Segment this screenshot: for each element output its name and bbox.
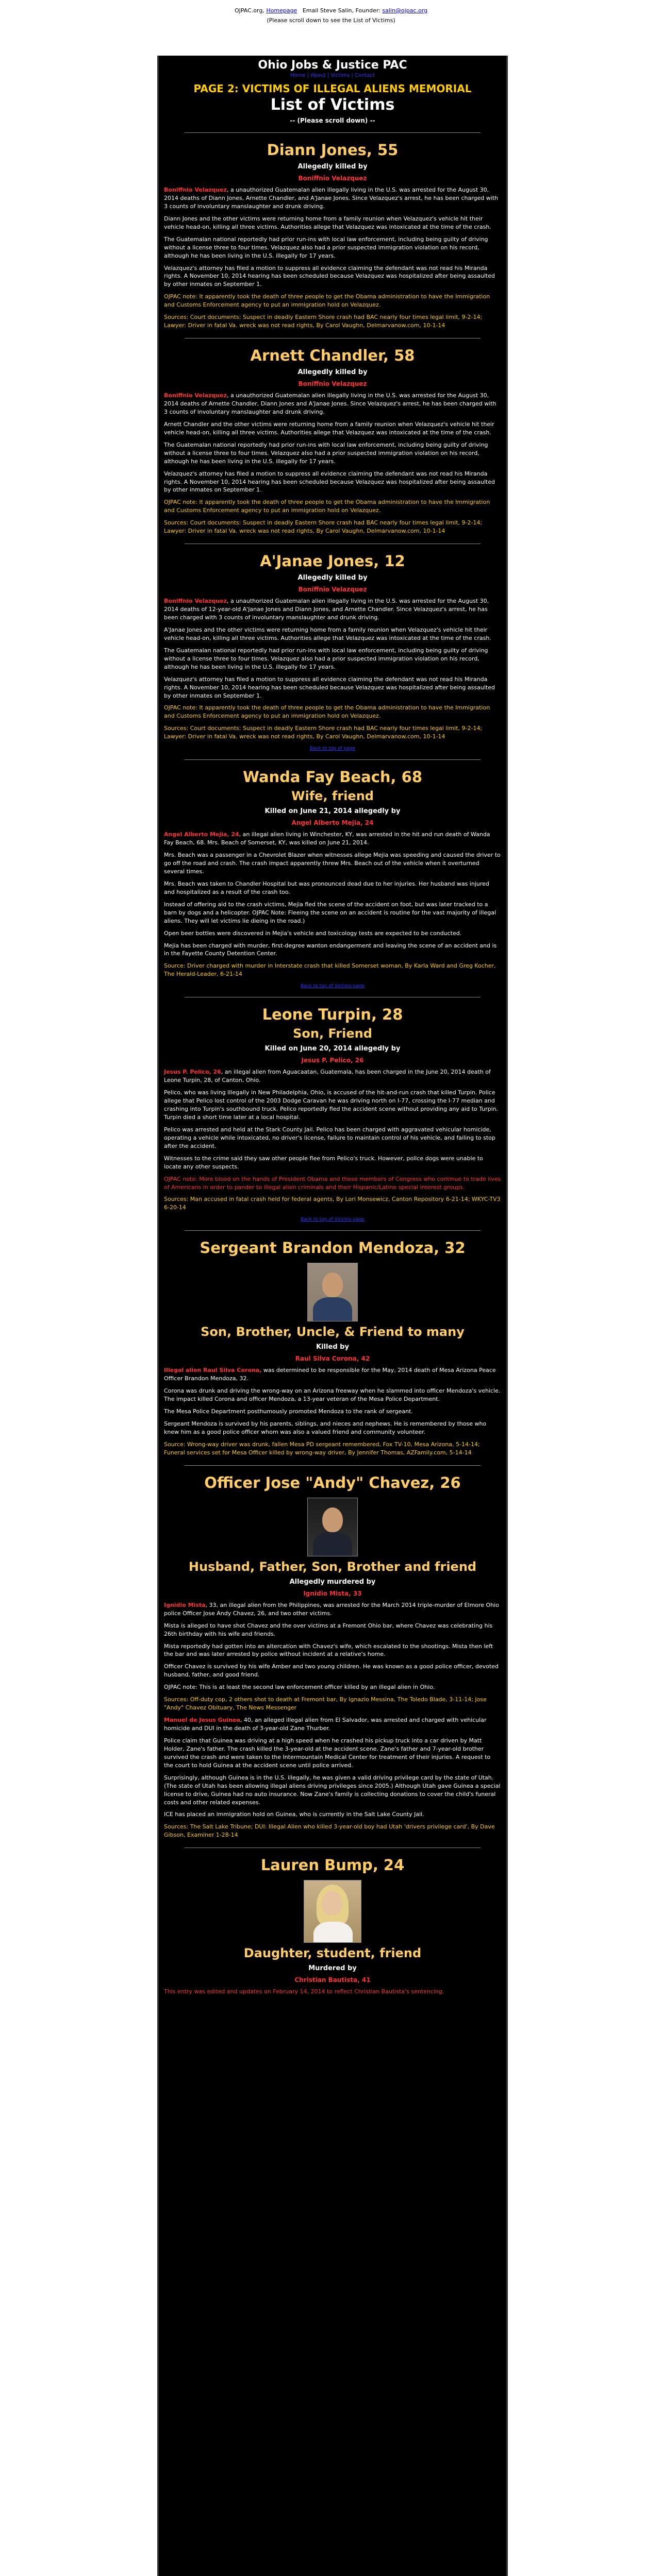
- victim-chavez: [164, 1474, 501, 1840]
- victim-name: Leone Turpin, 28: [262, 1006, 403, 1024]
- org-links[interactable]: Home | About | Victims | Contact: [290, 73, 375, 78]
- back-to-top-link[interactable]: Back to top of Victims page: [301, 1217, 365, 1223]
- paragraph: Mista is alleged to have shot Chavez and the over victims at a Fremont Ohio bar, where Chavez was celebrating his 26th birthday with his wife and friends.: [164, 1622, 493, 1637]
- scroll-note: (Please scroll down to see the List of Victims): [267, 17, 395, 24]
- list-title: List of Victims: [270, 96, 395, 114]
- paragraph-text: , 33, an illegal alien from the Philippines, was arrested for the March 2014 triple-murder of Elmore Ohio police Officer Jose Andy Chavez, 26, and two other victims.: [164, 1601, 499, 1617]
- killed-by-label: Killed by: [316, 1343, 349, 1351]
- victim-name: Officer Jose "Andy" Chavez, 26: [204, 1473, 461, 1492]
- paragraph: [164, 186, 501, 211]
- sources: Source: Wrong-way driver was drunk, fallen Mesa PD sergeant remembered, Fox TV-10, Mesa Arizona, 5-14-14; Funeral services set for Mesa Officer killed by wrong-way driver, By Jennifer Thomas, AZFamily.com, 5-14-14: [164, 1440, 480, 1456]
- victim-name: Sergeant Brandon Mendoza, 32: [200, 1239, 466, 1257]
- victim-ajanae: [164, 552, 501, 751]
- email-link[interactable]: salin@ojpac.org: [382, 7, 428, 14]
- ojpac-note: OJPAC note: More blood on the hands of President Obama and those members of Congress who continue to trade lives of Americans in order to pander to illegal alien criminals and their Hispanic/Latino special interest groups.: [164, 1175, 501, 1191]
- killer-name: Jesus P. Pelico, 26: [301, 1057, 364, 1064]
- paragraph-text: , 40, an alleged illegal alien from El Salvador, was arrested and charged with vehicular homicide and DUI in the death of 3-year-old Zane Thurber.: [164, 1717, 487, 1732]
- killed-by-label: Murdered by: [308, 1964, 357, 1973]
- victim-relation: Husband, Father, Son, Brother and friend: [188, 1559, 477, 1574]
- sources: Sources: Court documents: Suspect in deadly Eastern Shore crash had BAC nearly four times legal limit, 9-2-14; Lawyer: Driver in fatal Va. wreck was not read rights, By Carol Vaughn, Delmarvanow.com, 10-1-14: [164, 314, 483, 329]
- ojpac-note: OJPAC note: It apparently took the death of three people to get the Obama administration to have the Immigration and Customs Enforcement agency to put an immigration hold on Velazquez.: [164, 293, 490, 309]
- paragraph: The Guatemalan national reportedly had prior run-ins with local law enforcement, including being guilty of driving without a license three to four times. Velazquez also had a prior suspected immigration violation on his record, although he has been living in the U.S. illegally for 17 years.: [164, 235, 488, 259]
- killer-name: Angel Alberto Mejia, 24: [291, 819, 374, 827]
- paragraph: [164, 597, 501, 622]
- killer-inline: Ignidio Mista: [164, 1601, 206, 1608]
- paragraph: Sergeant Mendoza is survived by his parents, siblings, and nieces and nephews. He is remembered by those who knew him as a good police officer whom was also a valued friend and community volunteer.: [164, 1420, 487, 1435]
- killer-inline: Angel Alberto Mejia, 24: [164, 831, 239, 838]
- org-title: Ohio Jobs & Justice PAC: [258, 59, 407, 72]
- paragraph-text: , a unauthorized Guatemalan alien illegally living in the U.S. was arrested for the August 30, 2014 deaths of 12-year-old A'Janae Jones and Diann Jones, and Arnette Chandler. Since Velazquez's arrest, he has been charged with 3 counts of involuntary manslaughter and drunk driving.: [164, 598, 489, 621]
- sources: Sources: Man accused in fatal crash held for federal agents, By Lori Monsewicz, Canton Repository 6-21-14; WKYC-TV3 6-20-14: [164, 1196, 501, 1211]
- photo-face: [322, 1891, 342, 1916]
- victim-relation: Son, Friend: [293, 1026, 372, 1041]
- paragraph: Pelico, who was living illegally in New Philadelphia, Ohio, is accused of the hit-and-run crash that killed Turpin. Police allege that Pelico lost control of the 2003 Dodge Caravan he was driving north on I-77, crossing the I-77 median and crashing into Turpin's southbound truck. Pelico reportedly fled the accident scene without providing any aid to Turpin. Turpin died a short time later at a local hospital.: [164, 1089, 499, 1121]
- paragraph: Velazquez's attorney has filed a motion to suppress all evidence claiming the defendant was not read his Miranda rights. A November 10, 2014 hearing has been scheduled because Velazquez was hospitalized after being assaulted by other inmates on September 1.: [164, 675, 495, 699]
- paragraph: A'Janae Jones and the other victims were returning home from a family reunion when Velazquez's vehicle hit their vehicle head-on, killing all three victims. Authorities allege that Velazquez was intoxicated at the time of the crash.: [164, 626, 491, 641]
- paragraph: [164, 392, 501, 416]
- paragraph: Corona was drunk and driving the wrong-way on an Arizona freeway when he slammed into officer Mendoza's vehicle. The impact killed Corona and officer Mendoza, a 13-year veteran of the Mesa Police Department.: [164, 1387, 501, 1403]
- killed-by-label: Allegedly murdered by: [289, 1578, 376, 1586]
- paragraph-text: , a unauthorized Guatemalan alien illegally living in the U.S. was arrested for the August 30, 2014 deaths of Arnette Chandler, Diann Jones and A'Janae Jones. Since Velazquez's arrest, he has been charged with 3 counts of involuntary manslaughter and drunk driving.: [164, 392, 496, 415]
- paragraph: [164, 831, 501, 847]
- paragraph: Mrs. Beach was a passenger in a Chevrolet Blazer when witnesses allege Mejia was speeding and caused the driver to go off the road and crash. The crash impact apparently threw Mrs. Beach out of the vehicle when it overturned several times.: [164, 852, 501, 875]
- victim-name: Wanda Fay Beach, 68: [242, 768, 423, 786]
- page-title: PAGE 2: VICTIMS OF ILLEGAL ALIENS MEMORIAL: [193, 82, 472, 95]
- ojpac-note: OJPAC note: It apparently took the death of three people to get the Obama administration to have the Immigration and Customs Enforcement agency to put an immigration hold on Velazquez.: [164, 704, 490, 720]
- back-to-top-link[interactable]: Back to top of page: [309, 746, 356, 752]
- divider: [185, 759, 481, 760]
- paragraph-text: , a unauthorized Guatemalan alien illegally living in the U.S. was arrested for the August 30, 2014 deaths of Diann Jones, Arnette Chandler, and A'Janae Jones. Since Velazquez's arrest, he has been charged with 3 counts of involuntary manslaughter and drunk driving.: [164, 187, 499, 210]
- paragraph: Instead of offering aid to the crash victims, Mejia fled the scene of the accident on foot, but was later tracked to a barn by dogs and a helicopter. OJPAC Note: Fleeing the scene on an accident is routine for the vast majority of illegal aliens. They will let victims lie dieing in the road.): [164, 901, 496, 924]
- victim-photo: [307, 1498, 358, 1556]
- paragraph: Velazquez's attorney has filed a motion to suppress all evidence claiming the defendant was not read his Miranda rights. A November 10, 2014 hearing has been scheduled because Velazquez was hospitalized after being assaulted by other inmates on September 1.: [164, 470, 495, 494]
- sources: Sources: Court documents: Suspect in deadly Eastern Shore crash had BAC nearly four times legal limit, 9-2-14; Lawyer: Driver in fatal Va. wreck was not read rights, By Carol Vaughn, Delmarvanow.com, 10-1-14: [164, 519, 483, 535]
- killer-inline: Boniffnio Velazquez: [164, 598, 227, 605]
- victim-arnett: [164, 347, 501, 535]
- killer-inline: Manuel de Jesus Guinea: [164, 1717, 240, 1724]
- paragraph: Mejia has been charged with murder, first-degree wanton endangerment and leaving the scene of an accident and is in the Fayette County Detention Center.: [164, 942, 497, 957]
- divider: [185, 132, 481, 133]
- paragraph: Arnett Chandler and the other victims were returning home from a family reunion when Velazquez's vehicle hit their vehicle head-on, killing all three victims. Authorities allege that Velazquez was intoxicated at the time of the crash.: [164, 420, 494, 436]
- paragraph: [164, 1716, 501, 1733]
- killer-name: Ignidio Mista, 33: [303, 1589, 362, 1597]
- victim-name: Lauren Bump, 24: [260, 1856, 405, 1874]
- paragraph: Witnesses to the crime said they saw other people flee from Pelico's truck. However, police dogs were unable to locate any other suspects.: [164, 1155, 483, 1170]
- killer-inline: Jesus P. Pelico, 26: [164, 1069, 221, 1076]
- ojpac-note: OJPAC note: This is at least the second law enforcement officer killed by an illegal alien in Ohio.: [164, 1684, 435, 1691]
- killed-by-label: Killed on June 21, 2014 allegedly by: [264, 807, 401, 816]
- sources: Source: Driver charged with murder in Interstate crash that killed Somerset woman, By Karla Ward and Greg Kocher, The Herald-Leader, 6-21-14: [164, 962, 496, 978]
- photo-face: [322, 1273, 343, 1297]
- paragraph: Officer Chavez is survived by his wife Amber and two young children. He was known as a good police officer, devoted husband, father, and good friend.: [164, 1663, 499, 1679]
- victim-photo: [304, 1880, 361, 1943]
- paragraph: Velazquez's attorney has filed a motion to suppress all evidence claiming the defendant was not read his Miranda rights. A November 10, 2014 hearing has been scheduled because Velazquez was hospitalized after being assaulted by other inmates on September 1.: [164, 264, 495, 288]
- paragraph: Police claim that Guinea was driving at a high speed when he crashed his pickup truck into a car driven by Matt Holder, Zane's father. The crash killed the 3-year-old at the accident scene. Zane's father and 7-year-old brother survived the crash and were taken to the Intermountain Medical Center for treatment of their injuries. A request to the court to hold Guinea at the accident scene until police arrived.: [164, 1737, 491, 1769]
- killer-name: Christian Bautista, 41: [294, 1976, 371, 1984]
- sources: Sources: Court documents: Suspect in deadly Eastern Shore crash had BAC nearly four times legal limit, 9-2-14; Lawyer: Driver in fatal Va. wreck was not read rights, By Carol Vaughn, Delmarvanow.com, 10-1-14: [164, 725, 483, 740]
- sources: Sources: The Salt Lake Tribune; DUI: Illegal Alien who killed 3-year-old boy had Utah 'drivers privilege card', By Dave Gibson, Examiner 1-28-14: [164, 1823, 495, 1839]
- paragraph: Pelico was arrested and held at the Stark County Jail. Pelico has been charged with aggravated vehicular homicide, operating a vehicle while intoxicated, no driver's license, failure to maintain control of his vehicle, and failing to stop after the accident.: [164, 1126, 495, 1149]
- paragraph: [164, 1601, 501, 1618]
- photo-body: [313, 1532, 352, 1556]
- victim-name: Arnett Chandler, 58: [250, 347, 415, 365]
- killer-name: Raul Silva Corona, 42: [295, 1355, 370, 1363]
- paragraph: Open beer bottles were discovered in Mejia's vehicle and toxicology tests are expected to be conducted.: [164, 929, 462, 937]
- killed-by-label: Killed on June 20, 2014 allegedly by: [264, 1045, 401, 1053]
- ojpac-note: OJPAC note: It apparently took the death of three people to get the Obama administration to have the Immigration and Customs Enforcement agency to put an immigration hold on Velazquez.: [164, 499, 490, 514]
- paragraph: Diann Jones and the other victims were returning home from a family reunion when Velazquez's vehicle hit their vehicle head-on, killing all three victims. Authorities allege that Velazquez was intoxicated at the time of the crash.: [164, 215, 491, 230]
- homepage-link[interactable]: Homepage: [266, 7, 297, 14]
- top-bar: OJPAC.org, Homepage Email Steve Salin, Founder: salin@ojpac.org (Please scroll down to see the List of Victims): [0, 0, 662, 24]
- content-panel: [157, 56, 508, 2576]
- photo-face: [322, 1507, 343, 1532]
- email-line: Email Steve Salin, Founder:: [302, 7, 380, 14]
- killer-name: Boniffnio Velazquez: [298, 380, 367, 388]
- photo-body: [313, 1297, 352, 1321]
- killer-name: Boniffnio Velazquez: [298, 175, 367, 182]
- killer-inline: Illegal alien Raul Silva Corona,: [164, 1367, 262, 1374]
- victim-lauren: [164, 1856, 501, 1996]
- paragraph: [164, 1366, 501, 1383]
- sources: Sources: Off-duty cop, 2 others shot to death at Fremont bar, By Ignazio Messina, The Toledo Blade, 3-11-14; Jose "Andy" Chavez Obituary, The News Messenger: [164, 1696, 487, 1711]
- victim-photo: [307, 1263, 358, 1321]
- paragraph-text: , an illegal alien from Aguacaatan, Guatemala, has been charged in the June 20, 2014 death of Leone Turpin, 28, of Canton, Ohio.: [164, 1069, 491, 1084]
- killer-inline: Boniffnio Velazquez: [164, 187, 227, 193]
- victim-name: A'Janae Jones, 12: [260, 552, 405, 570]
- victim-mendoza: [164, 1239, 501, 1456]
- scroll-hint: -- (Please scroll down) --: [290, 117, 375, 124]
- paragraph: Surprisingly, although Guinea is in the U.S. illegally, he was given a valid driving privilege card by the state of Utah. (The state of Utah has been allowing illegal aliens driving privileges since 2005.) Although Utah gave Guinea a special license to drive, Guinea had no auto insurance. Now Zane's family is collecting donations to cover the child's funeral costs and other related expenses.: [164, 1774, 501, 1806]
- victim-name: Diann Jones, 55: [267, 141, 399, 159]
- victim-leone: [164, 1006, 501, 1222]
- paragraph: The Guatemalan national reportedly had prior run-ins with local law enforcement, including being guilty of driving without a license three to four times. Velazquez also had a prior suspected immigration violation on his record, although he has been living in the U.S. illegally for 17 years.: [164, 647, 488, 670]
- paragraph: The Mesa Police Department posthumously promoted Mendoza to the rank of sergeant.: [164, 1408, 413, 1415]
- paragraph: Mista reportedly had gotten into an altercation with Chavez's wife, which escalated to the shootings. Mista then left the bar and was later arrested by police without incident at a relative's home.: [164, 1642, 493, 1658]
- victim-wanda: [164, 768, 501, 989]
- killer-inline: Boniffnio Velazquez: [164, 392, 227, 399]
- killed-by-label: Allegedly killed by: [297, 574, 368, 582]
- paragraph: Mrs. Beach was taken to Chandler Hospital but was pronounced dead due to her injuries. Her husband was injured and hospitalized as a result of the crash too.: [164, 880, 489, 895]
- paragraph-text: , an illegal alien living in Winchester, KY, was arrested in the hit and run death of Wanda Fay Beach, 68. Mrs. Beach of Somerset, KY, was killed on June 21, 2014.: [164, 831, 490, 846]
- victim-relation: Daughter, student, friend: [243, 1946, 422, 1961]
- divider: [185, 1230, 481, 1231]
- paragraph: The Guatemalan national reportedly had prior run-ins with local law enforcement, including being guilty of driving without a license three to four times. Velazquez also had a prior suspected immigration violation on his record, although he has been living in the U.S. illegally for 17 years.: [164, 441, 488, 465]
- killed-by-label: Allegedly killed by: [297, 163, 368, 171]
- killed-by-label: Allegedly killed by: [297, 368, 368, 377]
- paragraph: ICE has placed an immigration hold on Guinea, who is currently in the Salt Lake County Jail.: [164, 1811, 424, 1818]
- back-to-top-link[interactable]: Back to top of Victims page: [301, 984, 365, 989]
- paragraph: [164, 1068, 501, 1084]
- killer-name: Boniffnio Velazquez: [298, 586, 367, 594]
- divider: [185, 1465, 481, 1466]
- paragraph-text: was determined to be responsible for the May, 2014 death of Mesa Arizona Peace Officer Brandon Mendoza, 32.: [164, 1367, 496, 1382]
- victim-relation: Son, Brother, Uncle, & Friend to many: [201, 1325, 465, 1340]
- photo-body: [313, 1922, 353, 1943]
- victim-diann: [164, 141, 501, 330]
- site-name: OJPAC.org: [234, 7, 263, 14]
- victim-relation: Wife, friend: [291, 789, 374, 804]
- edit-note: This entry was edited and updates on February 14, 2014 to reflect Christian Bautista's sentencing.: [164, 1988, 444, 1995]
